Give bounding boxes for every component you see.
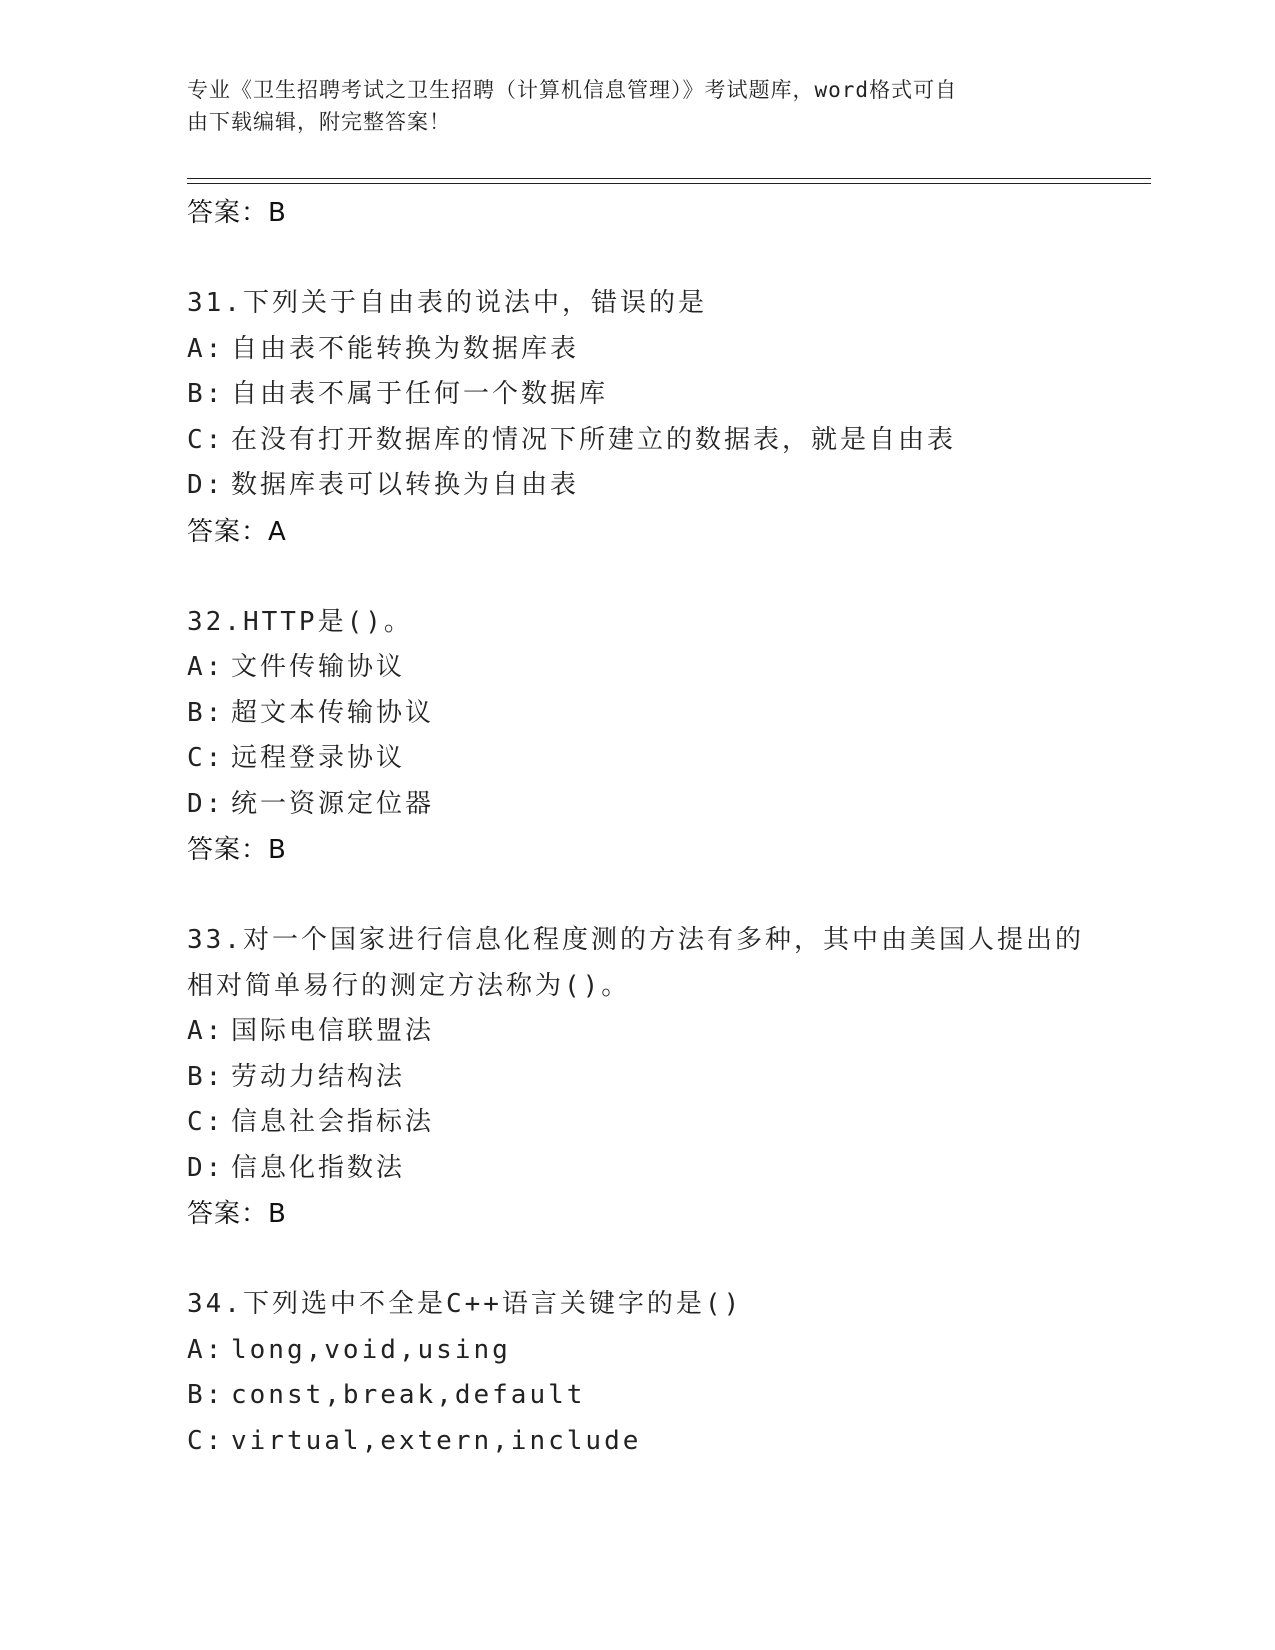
question-32 <box>187 600 1147 874</box>
question-title: 31.下列关于自由表的说法中，错误的是 <box>187 288 707 318</box>
spacer <box>187 873 1147 918</box>
header-line-2: 由下载编辑，附完整答案！ <box>187 110 451 134</box>
question-list <box>187 190 1147 1464</box>
header-divider-top <box>187 178 1151 179</box>
question-title: 34.下列选中不全是C++语言关键字的是() <box>187 1289 743 1319</box>
previous-answer: 答案：B <box>187 198 287 228</box>
option-letter: A: <box>187 652 225 682</box>
option-text: 在没有打开数据库的情况下所建立的数据表，就是自由表 <box>231 424 957 455</box>
option-a <box>187 1009 1147 1055</box>
option-text: 劳动力结构法 <box>231 1061 406 1092</box>
option-text: long,void,using <box>231 1334 511 1365</box>
option-letter: D: <box>187 788 225 819</box>
option-a <box>187 327 1147 373</box>
option-text: 文件传输协议 <box>231 652 406 682</box>
option-a <box>187 1328 1147 1374</box>
option-letter: A: <box>187 333 225 364</box>
option-d <box>187 1146 1147 1192</box>
answer-line: 答案：A <box>187 516 287 547</box>
spacer <box>187 555 1147 600</box>
option-text: 超文本传输协议 <box>231 697 435 728</box>
option-text: virtual,extern,include <box>231 1425 642 1456</box>
option-letter: C: <box>187 743 225 773</box>
question-33 <box>187 918 1147 1237</box>
option-b <box>187 691 1147 737</box>
option-d <box>187 463 1147 509</box>
option-c <box>187 736 1147 782</box>
option-text: 统一资源定位器 <box>231 788 435 819</box>
option-text: 国际电信联盟法 <box>231 1016 435 1046</box>
option-letter: A: <box>187 1334 225 1365</box>
question-title: 33.对一个国家进行信息化程度测的方法有多种，其中由美国人提出的相对简单易行的测定方法称为()。 <box>187 925 1084 1001</box>
spacer <box>187 1237 1147 1282</box>
option-b <box>187 1055 1147 1101</box>
option-letter: D: <box>187 1152 225 1183</box>
spacer <box>187 236 1147 281</box>
option-letter: A: <box>187 1016 225 1046</box>
option-text: const,break,default <box>231 1380 586 1410</box>
header-line-1: 专业《卫生招聘考试之卫生招聘（计算机信息管理）》考试题库，word格式可自 <box>187 78 958 102</box>
option-text: 远程登录协议 <box>231 743 406 773</box>
option-text: 自由表不属于任何一个数据库 <box>231 379 609 409</box>
option-c <box>187 1100 1147 1146</box>
option-letter: B: <box>187 379 225 409</box>
question-31 <box>187 281 1147 555</box>
option-letter: B: <box>187 1380 225 1410</box>
option-letter: C: <box>187 1425 225 1456</box>
option-text: 信息社会指标法 <box>231 1107 435 1137</box>
header-divider-bottom <box>187 183 1151 184</box>
option-letter: C: <box>187 424 225 455</box>
option-letter: D: <box>187 470 225 500</box>
answer-line: 答案：B <box>187 1199 287 1229</box>
option-b <box>187 1373 1147 1419</box>
option-c <box>187 418 1147 464</box>
option-d <box>187 782 1147 828</box>
option-a <box>187 645 1147 691</box>
option-text: 信息化指数法 <box>231 1152 406 1183</box>
question-title: 32.HTTP是()。 <box>187 606 413 637</box>
option-letter: C: <box>187 1107 225 1137</box>
question-34 <box>187 1282 1147 1464</box>
option-text: 自由表不能转换为数据库表 <box>231 333 580 364</box>
option-letter: B: <box>187 697 225 728</box>
document-header <box>187 74 1067 138</box>
option-text: 数据库表可以转换为自由表 <box>231 470 580 500</box>
answer-line: 答案：B <box>187 835 287 865</box>
option-c <box>187 1419 1147 1465</box>
option-letter: B: <box>187 1061 225 1092</box>
option-b <box>187 372 1147 418</box>
